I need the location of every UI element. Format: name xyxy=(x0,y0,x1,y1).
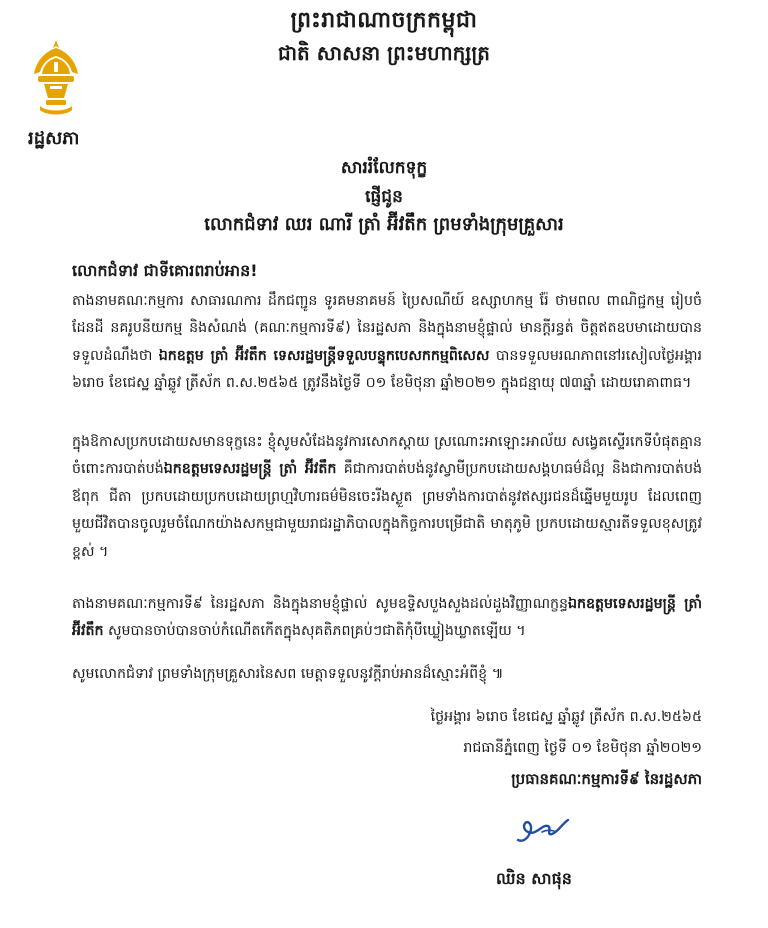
body-paragraph-1 xyxy=(72,288,702,398)
letter-title: សាររំលែកទុក្ខ xyxy=(340,158,428,178)
p1-text-c: បានទទួលមរណភាពនៅរសៀលថ្ងៃអង្គារ ៦រោច ខែជេស្ឋ ឆ្នាំឆ្លូវ ត្រីស័ក ព.ស.២៥៦៥ ត្រូវនឹងថ្ងៃទី ០១ ខែមិថុនា ឆ្នាំ២០២១ ក្នុងជន្មាយុ ៧៣ឆ្នាំ ដោយរោគាពាធ។ xyxy=(72,347,702,392)
p1-text-a: តាងនាមគណៈកម្មការ សាធារណការ ដឹកជញ្ជូន ទូរគមនាគមន៍ ប្រៃសណីយ៍ ឧស្សាហកម្ម រ៉ែ ថាមពល ពាណិជ្ជកម្ម រៀបចំដែនដី នគរូបនីយកម្ម និងសំណង់ (គណៈកម្មការទី៩) នៃរដ្ឋសភា និងក្នុងនាមខ្ញុំផ្ទាល់ មានក្តីរន្ធត់ ចិត្តឥតឧបមាដោយបានទទួលដំណឹងថា xyxy=(72,293,702,364)
date-solar: រាជធានីភ្នំពេញ ថ្ងៃទី ០១ ខែមិថុនា ឆ្នាំ២០២១ xyxy=(463,740,702,756)
body-paragraph-4: សូមលោកជំទាវ ព្រមទាំងក្រុមគ្រួសារនៃសព មេត្តាទទួលនូវក្តីរាប់អានដ៏ស្មោះអំពីខ្ញុំ ៕ xyxy=(72,666,504,682)
body-paragraph-2 xyxy=(72,429,702,566)
signer-name: ឈិន សាផុន xyxy=(496,869,572,888)
national-assembly-emblem-icon xyxy=(28,38,84,116)
p2-text-c: គឺជាការបាត់បង់នូវស្វាមីប្រកបដោយសង្គហធម៌ដ៏ល្អ និងជាការបាត់បង់ឪពុក ជីតា ប្រកបដោយប្រកបដោយព្រហ្មវិហារធម៌មិនចេះរីងស្ងួត ព្រមទាំងការបាត់នូវឥស្សរជនដ៏ឆ្នើមមួយរូប ដែលពេញមួយជីវិតបានចូលរួមចំណែកយ៉ាងសកម្មជាមួយរាជរដ្ឋាភិបាលក្នុងកិច្ចការបម្រើជាតិ មាតុភូមិ ប្រកបដោយស្មារតីទទួលខុសត្រូវខ្ពស់ ។ xyxy=(72,461,702,560)
p3-text-a: តាងនាមគណៈកម្មការទី៩ នៃរដ្ឋសភា និងក្នុងនាមខ្ញុំផ្ទាល់ សូមឧទ្ទិសបួងសួងដល់ដួងវិញ្ញាណក្ខន្ធ xyxy=(72,596,569,612)
p3-text-c: សូមបានចាប់បានចាប់កំណើតកើតក្នុងសុគតិភពគ្រប់ៗជាតិកុំបីឃ្លៀងឃ្លាតឡើយ ។ xyxy=(103,623,526,640)
nation-religion-king-motto: ជាតិ សាសនា ព្រះមហាក្សត្រ xyxy=(278,41,490,65)
letter-recipient: លោកជំទាវ ឈរ ណារី ត្រាំ អ៊ីវតឹក ព្រមទាំងក្រុមគ្រួសារ xyxy=(204,214,564,235)
p1-text-bold: ឯកឧត្តម ត្រាំ អ៊ីវតឹក ទេសរដ្ឋមន្ត្រីទទួលបន្ទុកបេសកកម្មពិសេស xyxy=(158,347,490,364)
salutation: លោកជំទាវ ជាទីគោរពរាប់អាន! xyxy=(72,261,258,280)
p3-text-bold: ឯកឧត្តមទេសរដ្ឋមន្ត្រី ត្រាំ អ៊ីវតឹក xyxy=(72,596,702,640)
letter-subtitle: ផ្ញើជូន xyxy=(365,187,403,207)
p2-text-a: ក្នុងឱកាសប្រកបដោយសមានទុក្ខនេះ ខ្ញុំសូមសំដែងនូវការសោកស្តាយ ស្រណោះអាឡោះអាល័យ សង្វេគស្ទើរកេទីបំផុតគ្មានចំពោះការបាត់បង់ xyxy=(72,434,702,478)
p2-text-bold: ឯកឧត្តមទេសរដ្ឋមន្ត្រី ត្រាំ អ៊ីវតឹក xyxy=(163,461,337,478)
body-paragraph-3 xyxy=(72,591,702,646)
institution-name: រដ្ឋសភា xyxy=(28,128,80,149)
signer-title: ប្រធានគណៈកម្មការទី៩ នៃរដ្ឋសភា xyxy=(511,770,702,788)
signature-icon xyxy=(512,810,572,850)
kingdom-motto: ព្រះរាជាណាចក្រកម្ពុជា xyxy=(290,7,478,33)
date-lunar: ថ្ងៃអង្គារ ៦រោច ខែជេស្ឋ ឆ្នាំឆ្លូវ ត្រីស័ក ព.ស.២៥៦៥ xyxy=(430,709,702,725)
